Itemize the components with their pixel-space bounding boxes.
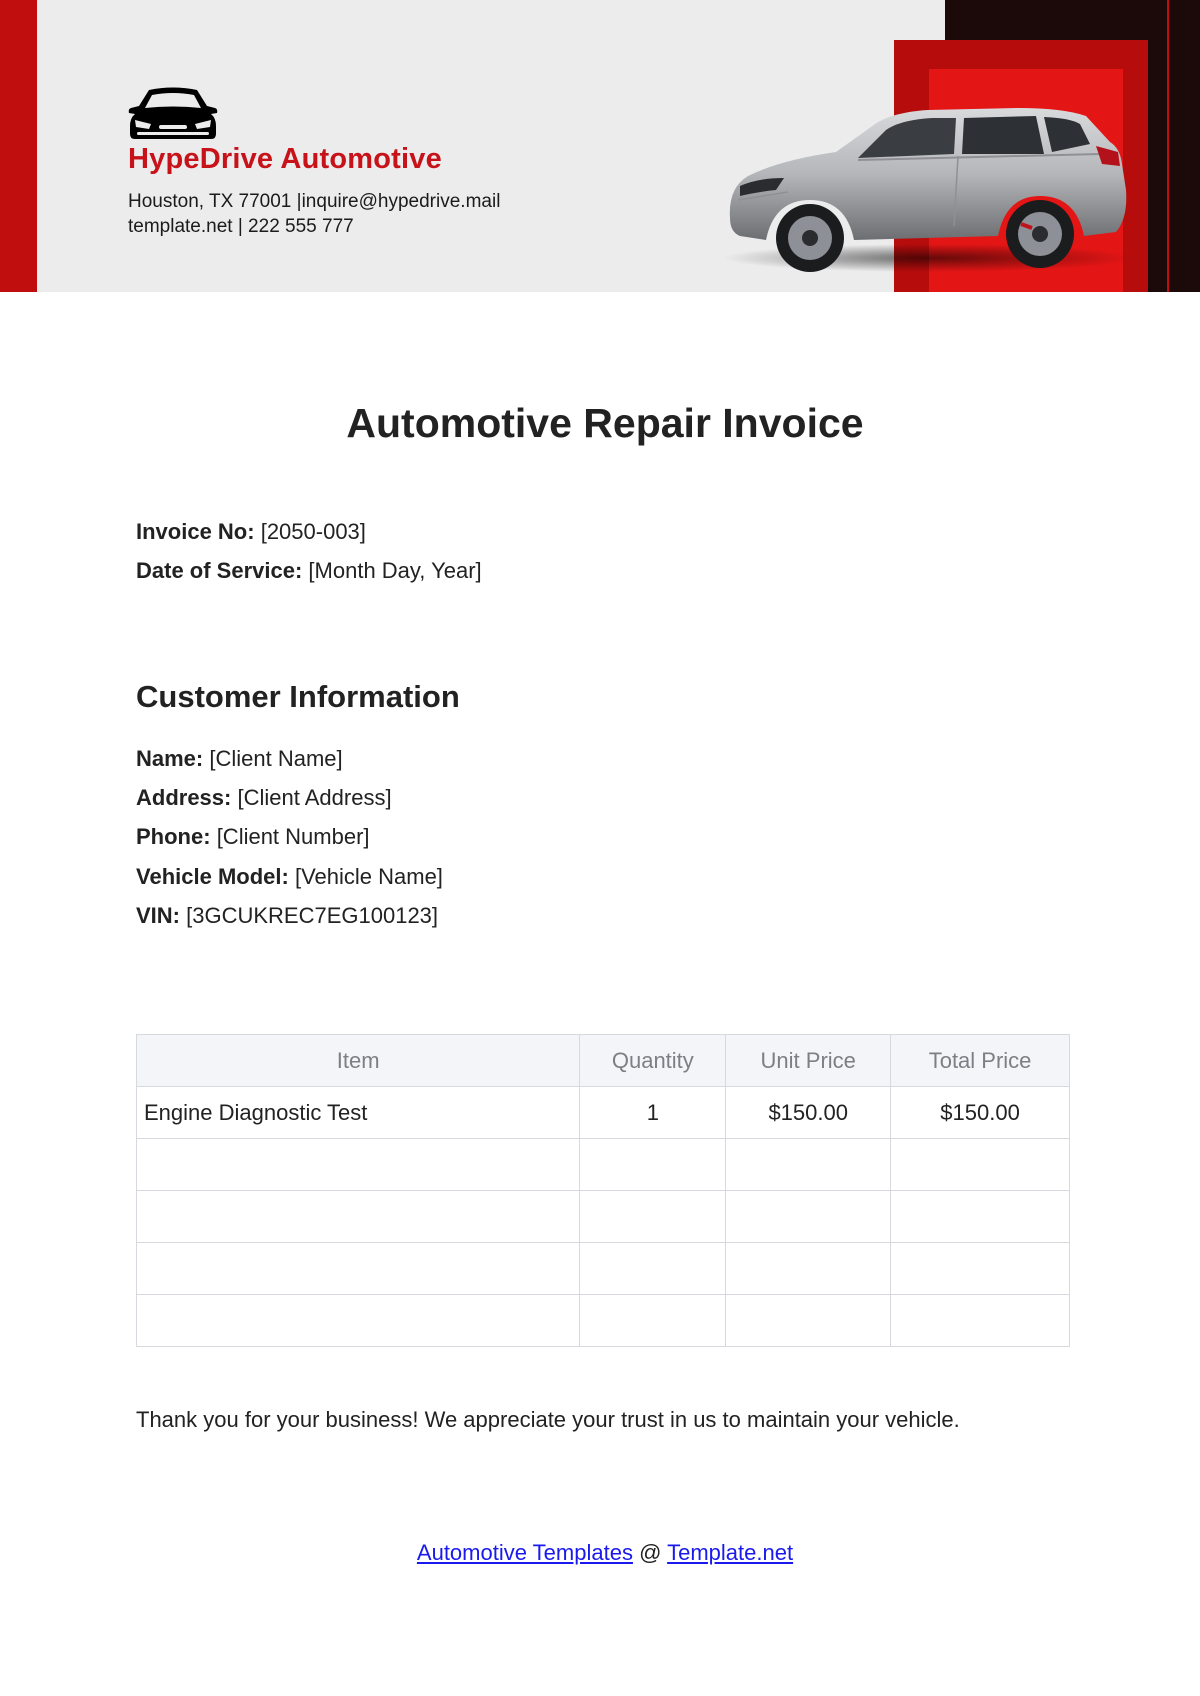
- quantity-cell: [580, 1295, 726, 1347]
- service-date-row: [136, 558, 482, 584]
- footer-separator: @: [632, 1540, 668, 1565]
- table-row: [137, 1087, 1070, 1139]
- table-row: [137, 1295, 1070, 1347]
- table-row: [137, 1243, 1070, 1295]
- vin-row: [136, 903, 438, 929]
- customer-info-heading: Customer Information: [136, 679, 460, 714]
- unit-price-cell: [726, 1243, 891, 1295]
- column-header-quantity: Quantity: [580, 1035, 726, 1087]
- customer-field-value: [Vehicle Name]: [294, 864, 443, 889]
- unit-price-cell: [726, 1191, 891, 1243]
- unit-price-cell: [726, 1295, 891, 1347]
- customer-field-value: [3GCUKREC7EG100123]: [186, 903, 439, 928]
- item-cell: [137, 1191, 580, 1243]
- total-price-cell: [891, 1295, 1070, 1347]
- total-price-cell: [891, 1139, 1070, 1191]
- header-banner: [0, 0, 1200, 292]
- customer-field-label: Address:: [136, 785, 232, 810]
- company-web-line: template.net | 222 555 777: [128, 216, 354, 237]
- column-header-unit-price: Unit Price: [726, 1035, 891, 1087]
- quantity-cell: [580, 1191, 726, 1243]
- item-cell: [137, 1295, 580, 1347]
- customer-phone-row: [136, 824, 370, 850]
- item-cell: Engine Diagnostic Test: [137, 1087, 580, 1139]
- item-cell: [137, 1139, 580, 1191]
- thank-you-note: Thank you for your business! We appreciate your trust in us to maintain your vehicle.: [136, 1407, 960, 1432]
- customer-name-row: [136, 746, 343, 772]
- company-contact: [128, 189, 500, 239]
- service-date-value: [Month Day, Year]: [308, 558, 482, 583]
- customer-field-label: VIN:: [136, 903, 180, 928]
- quantity-cell: [580, 1243, 726, 1295]
- footer: [0, 1540, 1200, 1566]
- customer-field-value: [Client Name]: [209, 746, 343, 771]
- column-header-item: Item: [137, 1035, 580, 1087]
- car-logo-icon: [127, 84, 219, 142]
- service-date-label: Date of Service:: [136, 558, 303, 583]
- customer-field-label: Phone:: [136, 824, 211, 849]
- automotive-templates-link[interactable]: Automotive Templates: [416, 1540, 633, 1565]
- table-header-row: [137, 1035, 1070, 1087]
- total-price-cell: [891, 1191, 1070, 1243]
- invoice-title: Automotive Repair Invoice: [346, 400, 864, 446]
- item-cell: [137, 1243, 580, 1295]
- quantity-cell: [580, 1139, 726, 1191]
- total-price-cell: $150.00: [891, 1087, 1070, 1139]
- customer-field-value: [Client Number]: [216, 824, 370, 849]
- unit-price-cell: $150.00: [726, 1087, 891, 1139]
- unit-price-cell: [726, 1139, 891, 1191]
- items-table: [136, 1034, 1070, 1347]
- customer-field-label: Vehicle Model:: [136, 864, 289, 889]
- invoice-number-row: [136, 519, 366, 545]
- column-header-total-price: Total Price: [891, 1035, 1070, 1087]
- left-red-strip: [0, 0, 37, 292]
- table-row: [137, 1191, 1070, 1243]
- table-row: [137, 1139, 1070, 1191]
- quantity-cell: 1: [580, 1087, 726, 1139]
- company-name: HypeDrive Automotive: [128, 143, 442, 175]
- total-price-cell: [891, 1243, 1070, 1295]
- invoice-number-value: [2050-003]: [260, 519, 366, 544]
- suv-car-image: [718, 100, 1138, 275]
- invoice-number-label: Invoice No:: [136, 519, 255, 544]
- customer-field-value: [Client Address]: [237, 785, 392, 810]
- thin-red-line: [1167, 0, 1169, 292]
- customer-address-row: [136, 785, 392, 811]
- vehicle-model-row: [136, 864, 443, 890]
- company-address-line: Houston, TX 77001 |inquire@hypedrive.mail: [128, 191, 501, 212]
- customer-field-label: Name:: [136, 746, 204, 771]
- template-net-link[interactable]: Template.net: [667, 1540, 794, 1565]
